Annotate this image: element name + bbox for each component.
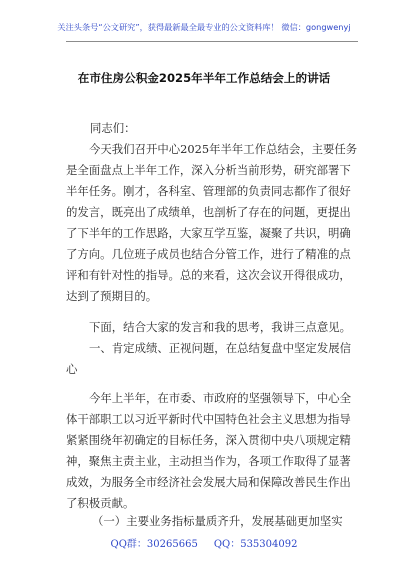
paragraph-3 xyxy=(66,388,351,514)
paragraph-line: 的发言，既亮出了成绩单，也剖析了存在的问题，更提出 xyxy=(66,205,351,219)
header-note: 关注头条号“公文研究”，获得最新最全最专业的公文资料库！ 微信：gongwenyj xyxy=(57,22,351,32)
salutation xyxy=(90,118,370,139)
paragraph-line: 紧紧围绕年初确定的目标任务，深入贯彻中央八项规定精 xyxy=(66,433,351,447)
qq-number: QQ：535304092 xyxy=(213,539,298,550)
subheading-1 xyxy=(92,511,372,532)
document-title: 在市住房公积金2025年半年工作总结会上的讲话 xyxy=(77,71,331,85)
paragraph-1 xyxy=(66,139,358,307)
paragraph-line: 体干部职工以习近平新时代中国特色社会主义思想为指导 xyxy=(66,412,351,426)
paragraph-line: 是全面盘点上半年工作，深入分析当前形势，研究部署下 xyxy=(66,163,351,177)
paragraph-line: 半年任务。刚才，各科室、管理部的负责同志都作了很好 xyxy=(66,184,351,198)
paragraph-line: 了积极贡献。 xyxy=(66,496,135,510)
paragraph-line: 神，聚焦主责主业，主动担当作为，各项工作取得了显著 xyxy=(66,454,351,468)
qq-group-number: QQ群：30265665 xyxy=(110,539,198,550)
paragraph-line: 达到了预期目的。 xyxy=(66,289,158,303)
salutation-text: 同志们： xyxy=(90,121,136,135)
heading-line: 心 xyxy=(66,362,78,376)
paragraph-line: 评和有针对性的指导。总的来看，这次会议开得很成功， xyxy=(66,268,351,282)
paragraph-line: 今年上半年，在市委、市政府的坚强领导下，中心全 xyxy=(89,391,351,405)
paragraph-line: 了下半年的工作思路，大家互学互鉴，凝聚了共识，明确 xyxy=(66,226,351,240)
paragraph-line: 成效，为服务全市经济社会发展大局和保障改善民生作出 xyxy=(66,475,351,489)
header-divider xyxy=(66,41,358,42)
paragraph-line: 今天我们召开中心2025年半年工作总结会，主要任务 xyxy=(89,142,358,156)
heading-line: 一、肯定成绩、正视问题，在总结复盘中坚定发展信 xyxy=(89,341,351,355)
paragraph-line: 下面，结合大家的发言和我的思考，我讲三点意见。 xyxy=(89,320,351,334)
section-heading-1 xyxy=(66,338,351,380)
paragraph-line: 了方向。几位班子成员也结合分管工作，进行了精准的点 xyxy=(66,247,351,261)
subheading-text: （一）主要业务指标量质齐升，发展基础更加坚实 xyxy=(92,514,343,528)
paragraph-2 xyxy=(66,317,351,338)
footer-contact xyxy=(0,535,408,550)
